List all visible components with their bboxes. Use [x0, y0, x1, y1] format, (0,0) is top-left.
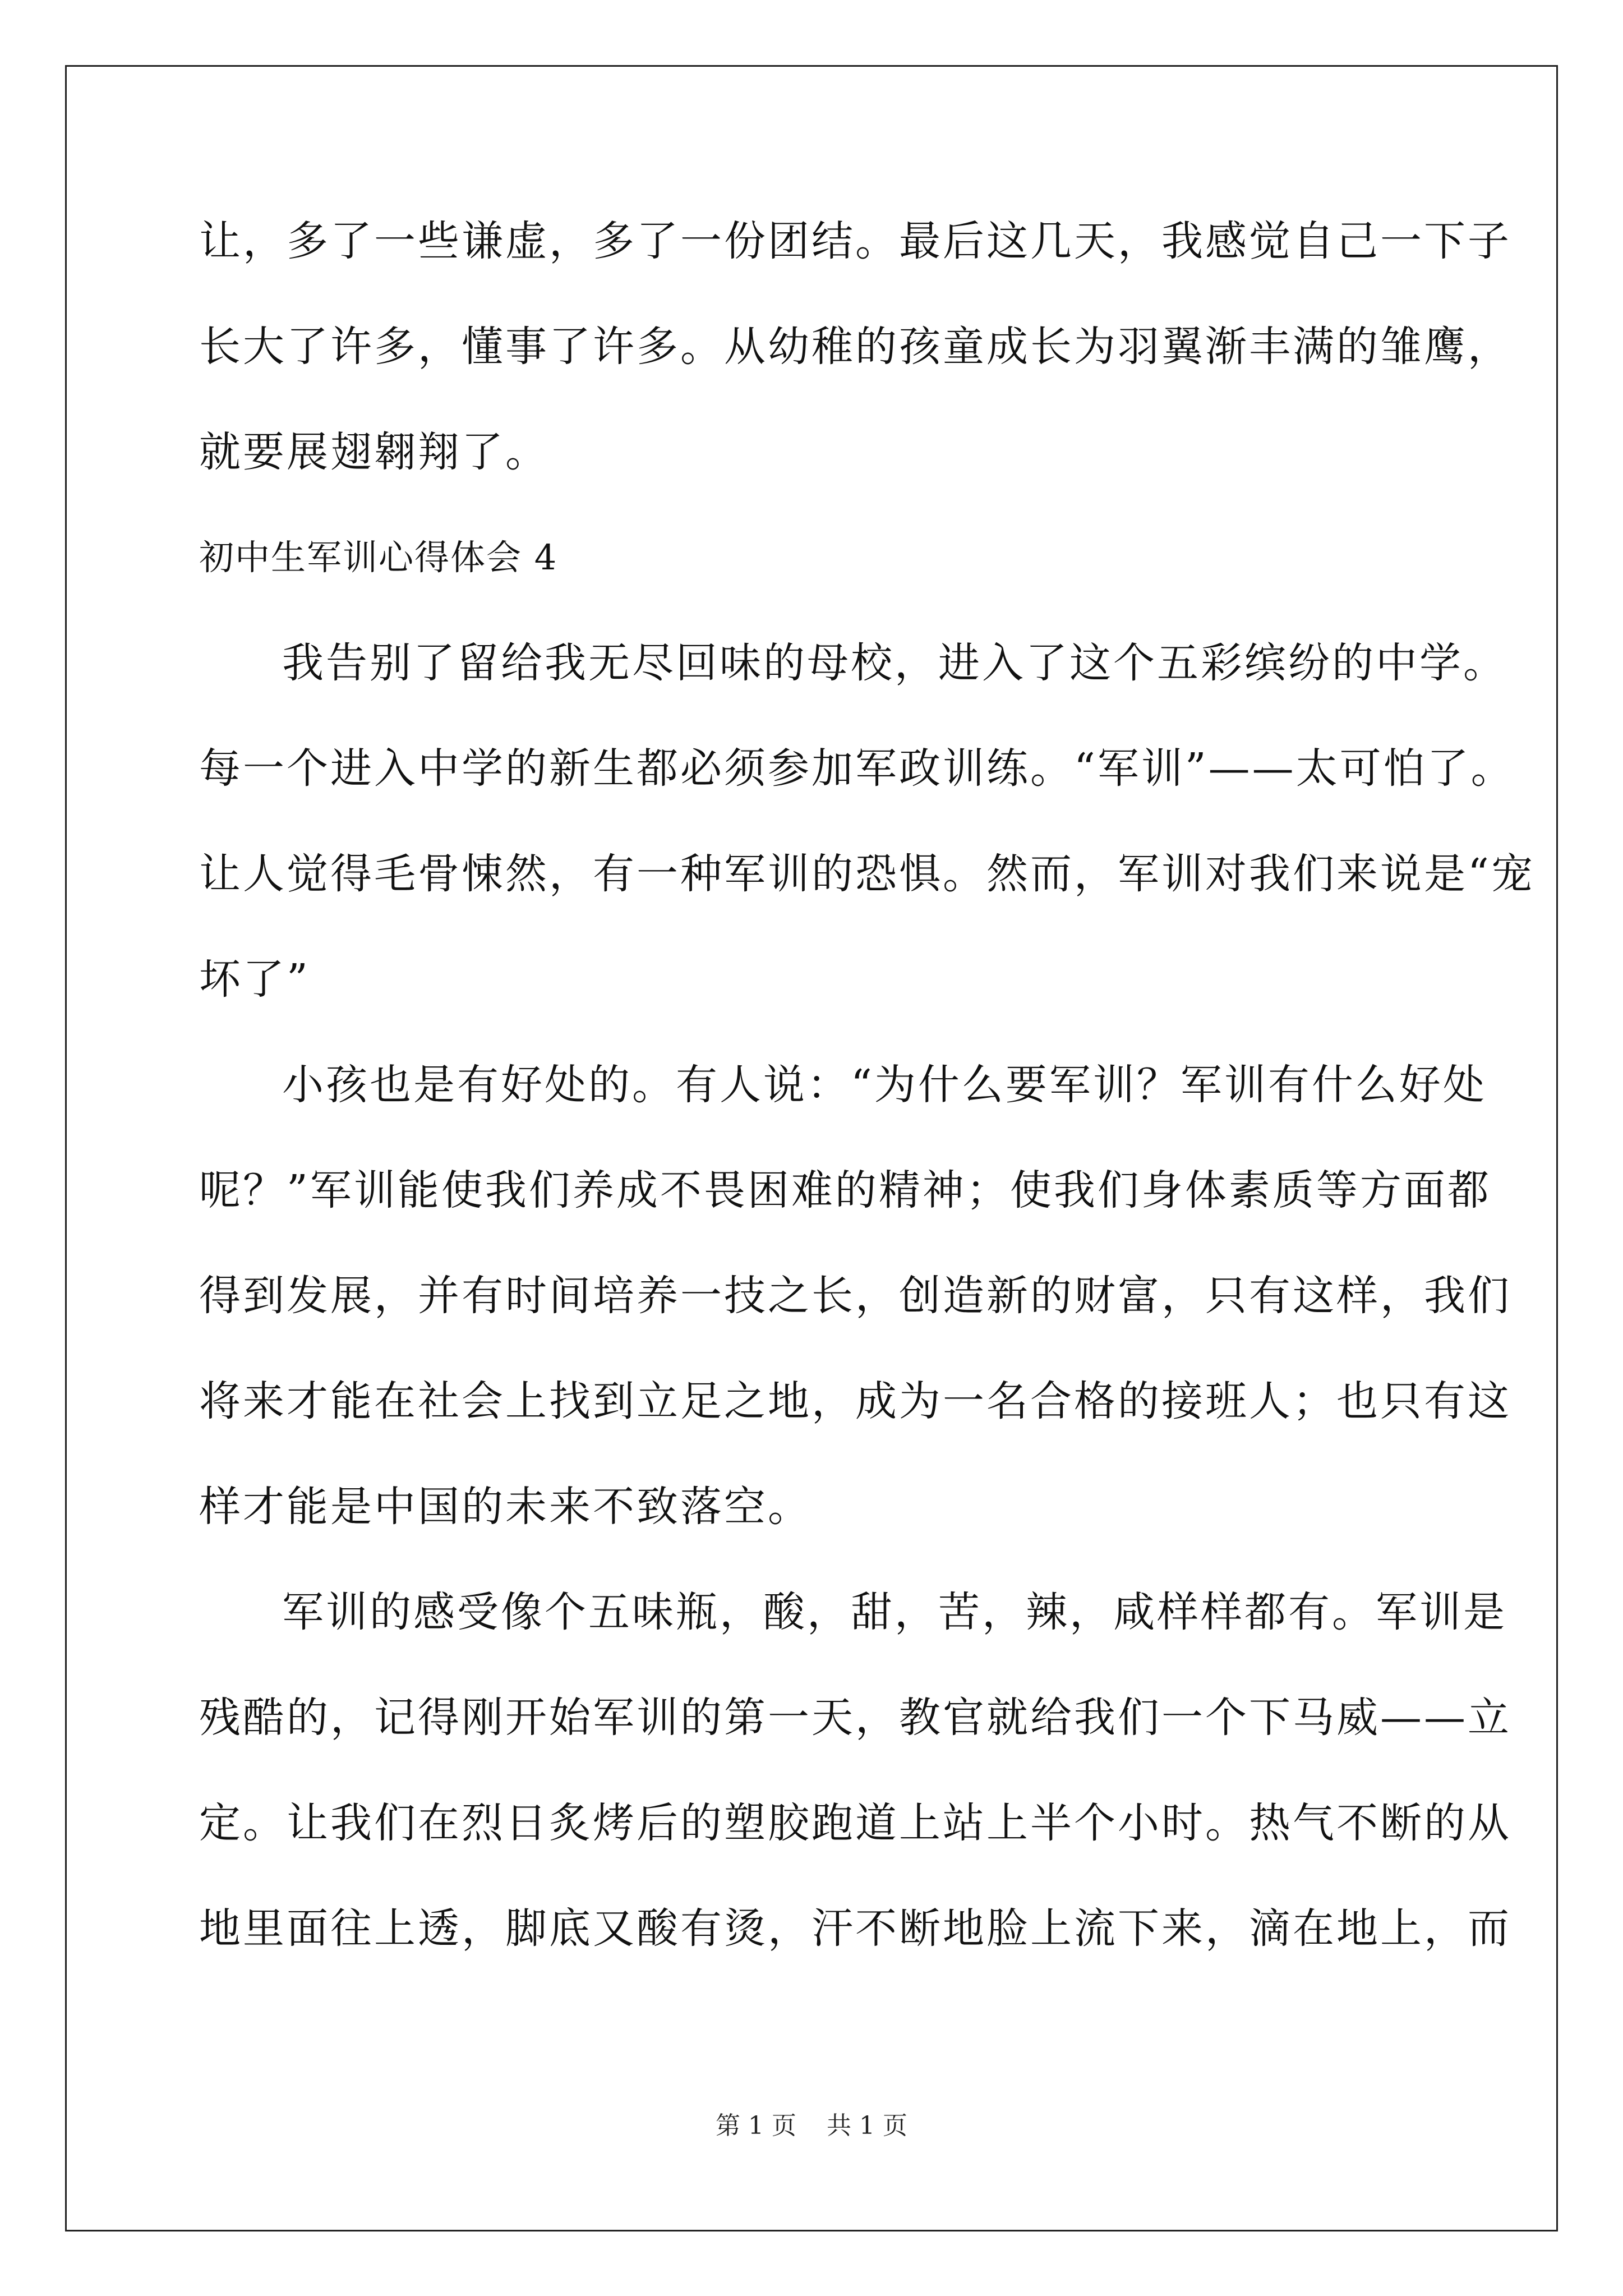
text-line: 得到发展，并有时间培养一技之长，创造新的财富，只有这样，我们 — [199, 1272, 1511, 1320]
text-line: 我告别了留给我无尽回味的母校，进入了这个五彩缤纷的中学。 — [282, 639, 1507, 687]
text-line: 军训的感受像个五味瓶，酸，甜，苦，辣，咸样样都有。军训是 — [282, 1588, 1507, 1636]
text-line: 就要展翅翱翔了。 — [199, 428, 549, 476]
text-line: 残酷的，记得刚开始军训的第一天，教官就给我们一个下马威——立 — [199, 1694, 1511, 1742]
text-line: 地里面往上透，脚底又酸有烫，汗不断地脸上流下来，滴在地上，而 — [199, 1904, 1511, 1953]
text-line: 呢？”军训能使我们养成不畏困难的精神；使我们身体素质等方面都 — [199, 1166, 1491, 1214]
text-line: 每一个进入中学的新生都必须参加军政训练。“军训”——太可怕了。 — [199, 744, 1515, 793]
text-line: 让人觉得毛骨悚然，有一种军训的恐惧。然而，军训对我们来说是“宠 — [199, 850, 1535, 898]
page-number: 第 1 页 — [716, 2111, 796, 2140]
text-line: 样才能是中国的未来不致落空。 — [199, 1483, 811, 1531]
text-line: 定。让我们在烈日炙烤后的塑胶跑道上站上半个小时。热气不断的从 — [199, 1799, 1511, 1847]
text-line: 坏了” — [199, 955, 310, 1004]
section-heading: 初中生军训心得体会 4 — [199, 537, 558, 578]
page-footer — [0, 2109, 1623, 2143]
text-line: 让，多了一些谦虚，多了一份团结。最后这几天，我感觉自己一下子 — [199, 217, 1511, 265]
text-line: 小孩也是有好处的。有人说：“为什么要军训？军训有什么好处 — [282, 1061, 1487, 1109]
text-line: 长大了许多，懂事了许多。从幼稚的孩童成长为羽翼渐丰满的雏鹰， — [199, 323, 1511, 371]
page-total: 共 1 页 — [827, 2111, 907, 2140]
text-line: 将来才能在社会上找到立足之地，成为一名合格的接班人；也只有这 — [199, 1377, 1511, 1425]
